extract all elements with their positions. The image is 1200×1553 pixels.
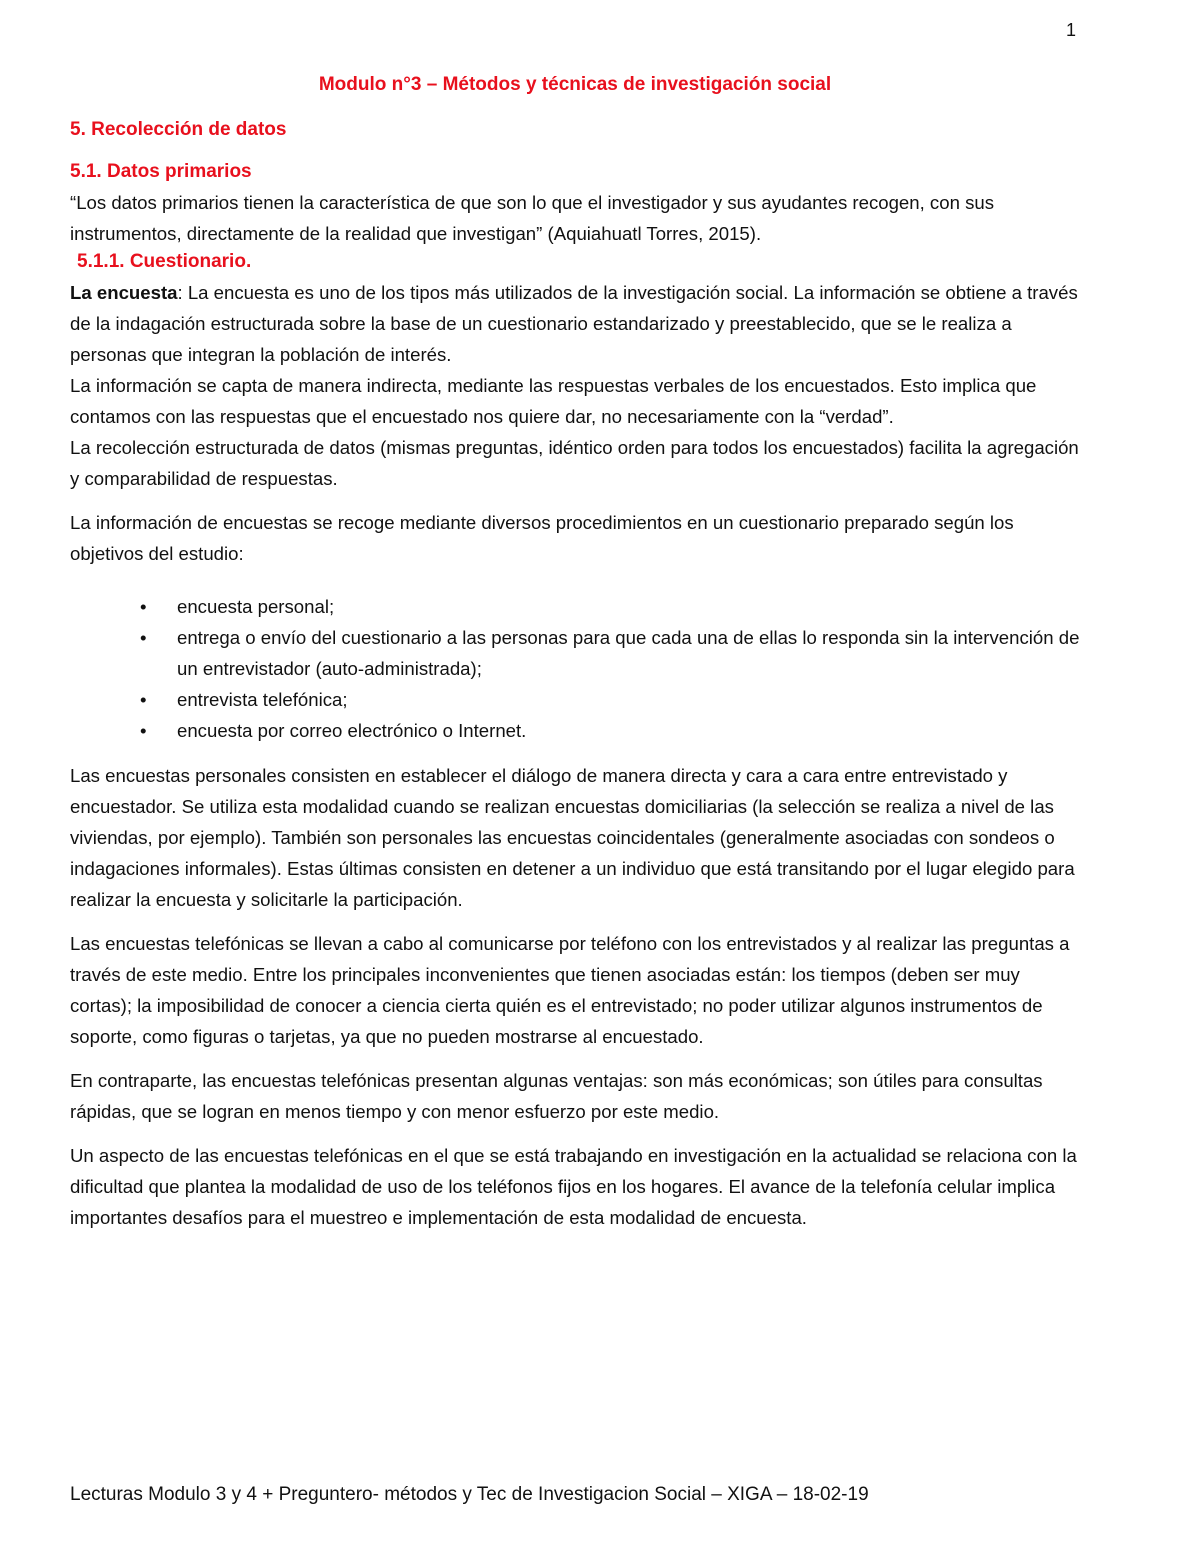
page-footer: Lecturas Modulo 3 y 4 + Preguntero- métodos y Tec de Investigacion Social – XIGA – 18-02-19 [70,1484,869,1505]
section-heading: 5. Recolección de datos [70,119,287,140]
bullet-icon: • [140,627,147,648]
paragraph-aspecto: Un aspecto de las encuestas telefónicas en el que se está trabajando en investigación en la actualidad se relaciona con la dificultad que plantea la modalidad de uso de los teléfonos fijos en los hogares. El avance de la telefonía celular implica importantes desafíos para el muestreo e implementación de esta modalidad de encuesta. [70,1145,1077,1228]
paragraph-estructurada: La recolección estructurada de datos (mismas preguntas, idéntico orden para todos los encuestados) facilita la agregación y comparabilidad de respuestas. [70,437,1079,489]
paragraph-procedimientos: La información de encuestas se recoge mediante diversos procedimientos en un cuestionario preparado según los objetivos del estudio: [70,512,1014,564]
bullet-icon: • [140,720,147,741]
list-item [70,622,1080,684]
paragraph-telefonicas: Las encuestas telefónicas se llevan a cabo al comunicarse por teléfono con los entrevistados y al realizar las preguntas a través de este medio. Entre los principales inconvenientes que tienen asociadas están: los tiempos (deben ser muy cortas); la imposibilidad de conocer a ciencia cierta quién es el entrevistado; no poder utilizar algunos instrumentos de soporte, como figuras o tarjetas, ya que no pueden mostrarse al encuestado. [70,933,1070,1047]
quote-paragraph: “Los datos primarios tienen la característica de que son lo que el investigador y sus ayudantes recogen, con sus instrumentos, directamente de la realidad que investigan” (Aquiahuatl Torres, 2015). [70,192,995,244]
procedures-list [70,591,1080,746]
subsubsection-heading: 5.1.1. Cuestionario. [77,251,252,272]
paragraph-personales: Las encuestas personales consisten en establecer el diálogo de manera directa y cara a cara entre entrevistado y encuestador. Se utiliza esta modalidad cuando se realizan encuestas domiciliarias (la selección se realiza a nivel de las viviendas, por ejemplo). También son personales las encuestas coincidentales (generalmente asociadas con sondeos o indagaciones informales). Estas últimas consisten en detener a un individuo que está transitando por el lugar elegido para realizar la encuesta y solicitarle la participación. [70,765,1075,910]
encuesta-term: La encuesta [70,282,178,303]
paragraph-contraparte: En contraparte, las encuestas telefónicas presentan algunas ventajas: son más económicas; son útiles para consultas rápidas, que se logran en menos tiempo y con menor esfuerzo por este medio. [70,1070,1043,1122]
document-title: Modulo n°3 – Métodos y técnicas de investigación social [318,74,832,95]
bullet-icon: • [140,596,147,617]
list-item-text: encuesta personal; [177,596,335,617]
list-item-text: entrevista telefónica; [177,689,348,710]
subsection-heading: 5.1. Datos primarios [70,161,252,182]
encuesta-definition [70,277,1080,370]
document-body [70,74,1080,1233]
encuesta-definition-text: : La encuesta es uno de los tipos más utilizados de la investigación social. La información se obtiene a través de la indagación estructurada sobre la base de un cuestionario estandarizado y preestablecido, que se le realiza a personas que integran la población de interés. [70,282,1078,365]
list-item-text: entrega o envío del cuestionario a las personas para que cada una de ellas lo responda sin la intervención de un entrevistador (auto-administrada); [177,627,1080,679]
bullet-icon: • [140,689,147,710]
page-number: 1 [1066,20,1077,40]
paragraph-indirecta: La información se capta de manera indirecta, mediante las respuestas verbales de los encuestados. Esto implica que contamos con las respuestas que el encuestado nos quiere dar, no necesariamente con la “verdad”. [70,375,1037,427]
list-item [70,591,1080,622]
list-item [70,684,1080,715]
list-item-text: encuesta por correo electrónico o Internet. [177,720,527,741]
list-item [70,715,1080,746]
